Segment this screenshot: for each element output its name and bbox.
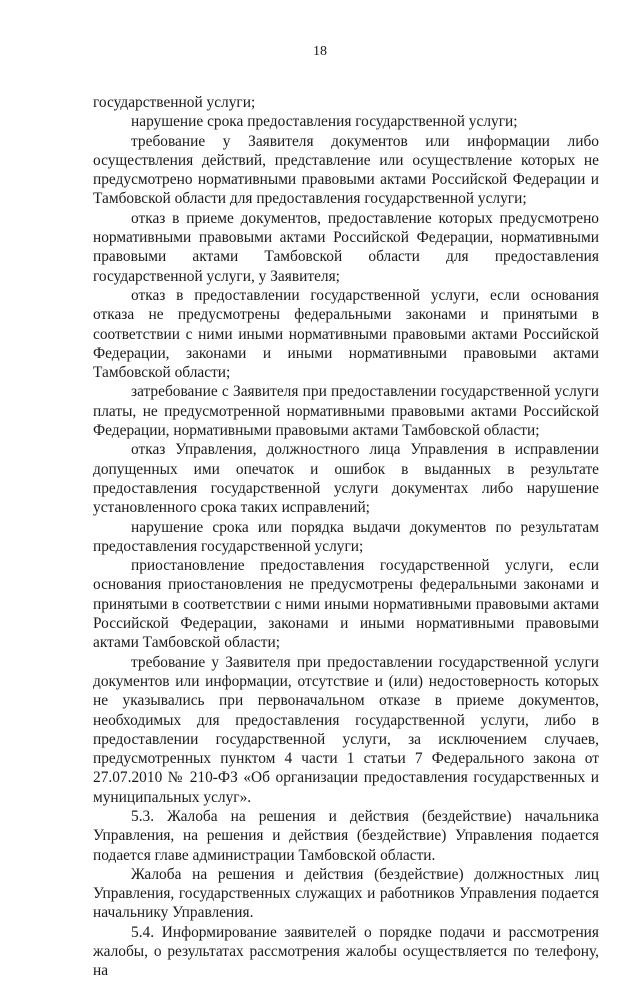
document-body xyxy=(93,93,599,981)
paragraph-section-5-3: 5.3. Жалоба на решения и действия (бездействие) начальника Управления, на решения и действия (бездействие) Управления подается подается главе администрации Тамбовской области. xyxy=(93,807,599,864)
page-number: 18 xyxy=(313,44,327,59)
paragraph-issuance-violation: нарушение срока или порядка выдачи документов по результатам предоставления государственной услуги; xyxy=(93,518,599,555)
paragraph-extra-documents-requirement: требование у Заявителя документов или информации либо осуществления действий, представление или осуществление которых не предусмотрено нормативными правовыми актами Российской Федерации и Тамбовской области для предоставления государственной услуги; xyxy=(93,132,599,208)
paragraph-refusal-provide-service: отказ в предоставлении государственной услуги, если основания отказа не предусмотрены федеральными законами и принятыми в соответствии с ними иными нормативными правовыми актами Российской Федерации, законами и иными нормативными правовыми актами Тамбовской области; xyxy=(93,286,599,382)
paragraph-suspension: приостановление предоставления государственной услуги, если основания приостановления не предусмотрены федеральными законами и принятыми в соответствии с ними иными нормативными правовыми актами Российской Федерации, законами и иными нормативными правовыми актами Тамбовской области; xyxy=(93,557,599,652)
paragraph-refusal-accept-documents: отказ в приеме документов, предоставление которых предусмотрено нормативными правовыми актами Российской Федерации, нормативными правовыми актами Тамбовской области для предоставления государственной услуги, у Заявителя; xyxy=(93,209,599,285)
paragraph-section-5-4: 5.4. Информирование заявителей о порядке подачи и рассмотрения жалобы, о результатах рассмотрения жалобы осуществляется по телефону, на xyxy=(93,923,599,980)
paragraph-missing-documents-requirement: требование у Заявителя при предоставлении государственной услуги документов или информации, отсутствие и (или) недостоверность которых не указывались при первоначальном отказе в приеме документов, необходимых для предоставления государственной услуги, либо в предоставлении государственной услуги, за исключением случаев, предусмотренных пунктом 4 части 1 статьи 7 Федерального закона от 27.07.2010 № 210-ФЗ «Об организации предоставления государственных и муниципальных услуг». xyxy=(93,653,599,806)
paragraph-refusal-correct-errors: отказ Управления, должностного лица Управления в исправлении допущенных ими опечаток и ошибок в выданных в результате предоставления государственной услуги документах либо нарушение установленного срока таких исправлений; xyxy=(93,441,599,517)
paragraph-fee-demand: затребование с Заявителя при предоставлении государственной услуги платы, не предусмотренной нормативными правовыми актами Российской Федерации, нормативными правовыми актами Тамбовской области; xyxy=(93,383,599,440)
paragraph-complaint-officials: Жалоба на решения и действия (бездействие) должностных лиц Управления, государственных служащих и работников Управления подается начальнику Управления. xyxy=(93,865,599,922)
paragraph-deadline-violation: нарушение срока предоставления государственной услуги; xyxy=(131,113,518,131)
paragraph-continuation: государственной услуги; xyxy=(93,94,256,111)
